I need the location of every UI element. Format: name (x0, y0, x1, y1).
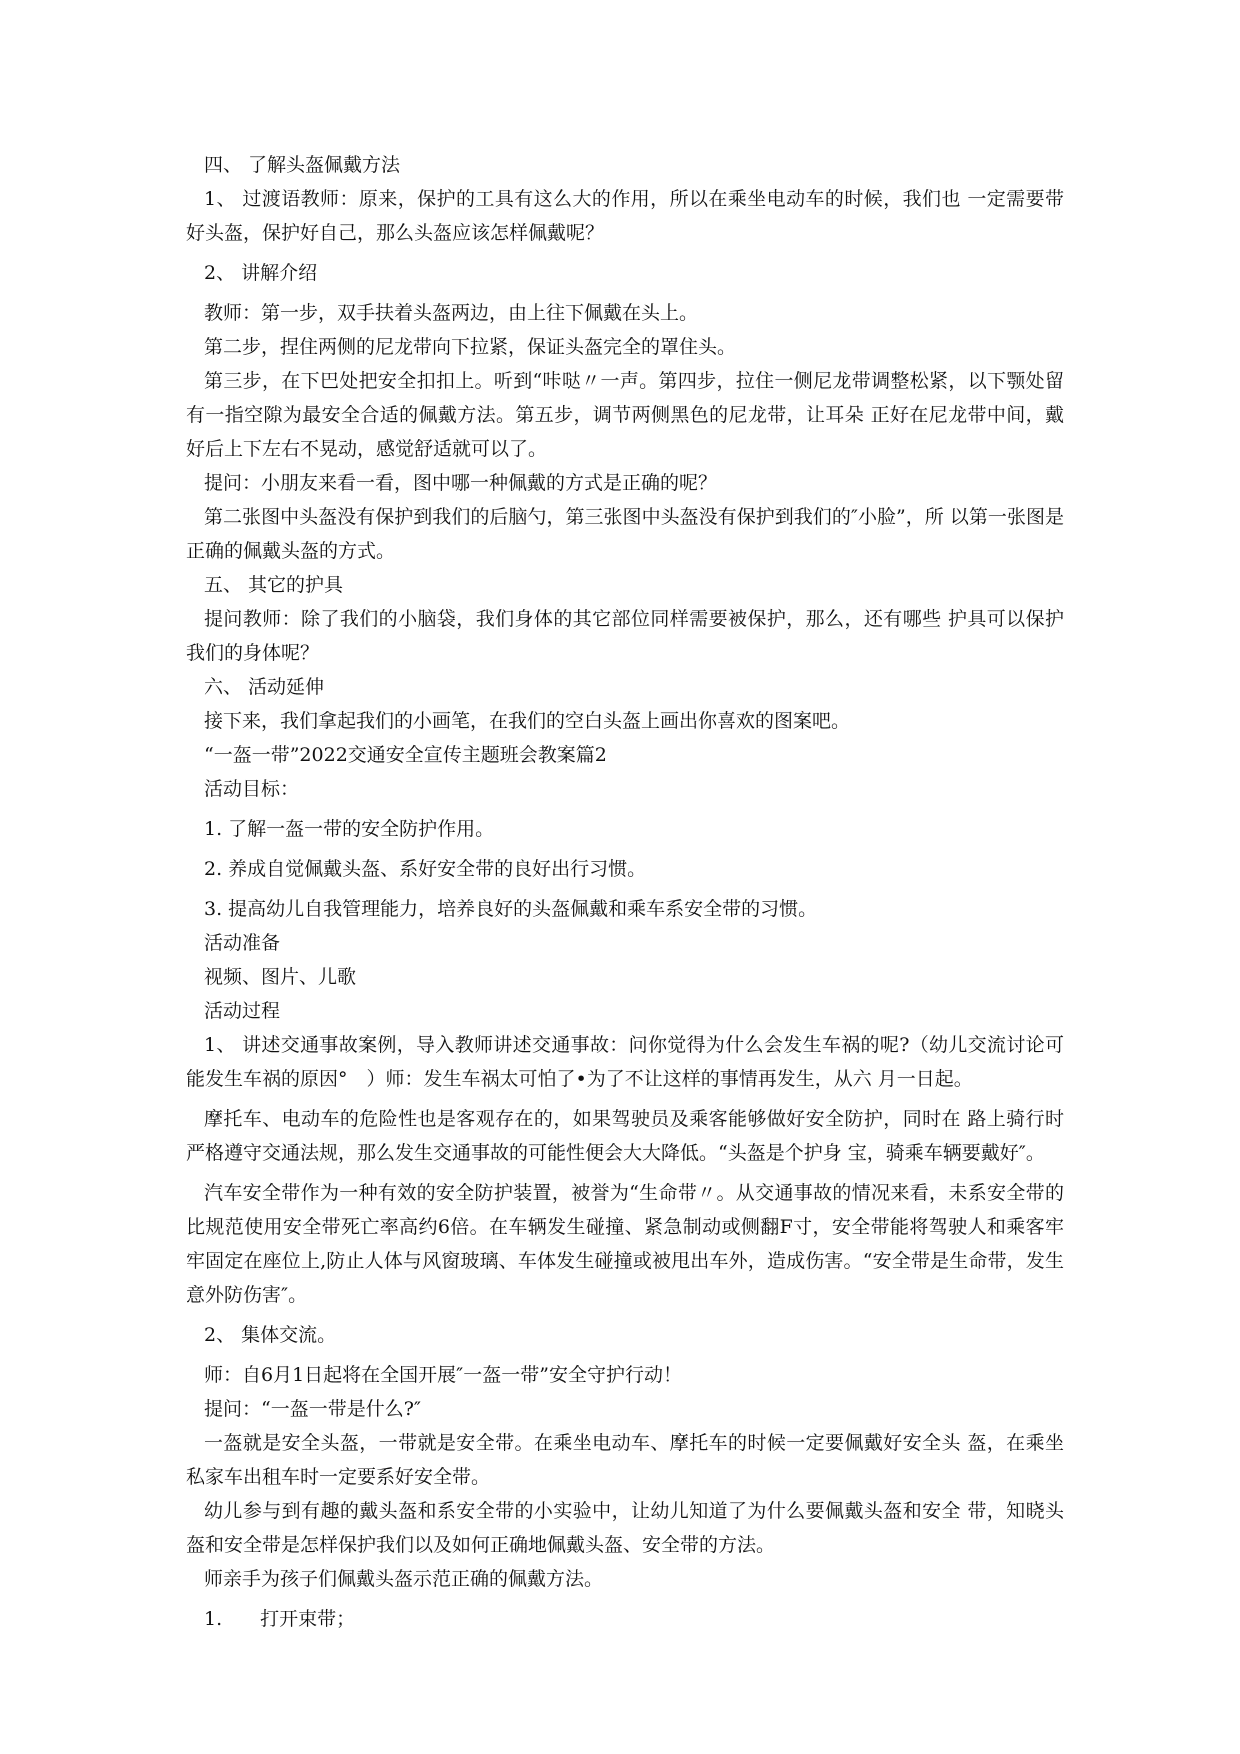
paragraph-transition: 1、 过渡语教师：原来，保护的工具有这么大的作用，所以在乘坐电动车的时候，我们也 一定需要带好头盔，保护好自己，那么头盔应该怎样佩戴呢？ (186, 188, 1064, 244)
paragraph-step-1: 教师：第一步，双手扶着头盔两边，由上往下佩戴在头上。 (204, 302, 699, 324)
process-heading: 活动过程 (204, 1000, 281, 1022)
paragraph-explain-heading: 2、 讲解介绍 (204, 262, 318, 284)
paragraph-extension: 接下来，我们拿起我们的小画笔，在我们的空白头盔上画出你喜欢的图案吧。 (204, 710, 851, 732)
paragraph-question: 提问：小朋友来看一看，图中哪一种佩戴的方式是正确的呢？ (204, 472, 718, 494)
goals-heading: 活动目标： (204, 778, 300, 800)
paragraph-seatbelt: 汽车安全带作为一种有效的安全防护装置，被誉为“生命带〃。从交通事故的情况来看，未系安全带的比规范使用安全带死亡率高约6倍。在车辆发生碰撞、紧急制动或侧翻F寸，安全带能将驾驶人和乘客牢牢固定在座位上,防止人体与风窗玻璃、车体发生碰撞或被甩出车外，造成伤害。“安全带是生命带，发生意外防伤害″。 (186, 1182, 1064, 1306)
paragraph-accident-case: 1、 讲述交通事故案例，导入教师讲述交通事故：问你觉得为什么会发生车祸的呢?（幼儿交流讨论可能发生车祸的原因° ）师：发生车祸太可怕了•为了不让这样的事情再发生，从六 月一日起。 (186, 1034, 1064, 1090)
paragraph-campaign: 师：自6月1日起将在全国开展″一盔一带”安全守护行动！ (204, 1364, 682, 1386)
step-item-open-strap: 1. 打开束带； (204, 1608, 356, 1630)
paragraph-other-gear: 提问教师：除了我们的小脑袋，我们身体的其它部位同样需要被保护，那么，还有哪些 护具可以保护我们的身体呢？ (186, 608, 1064, 664)
goal-item-2: 2. 养成自觉佩戴头盔、系好安全带的良好出行习惯。 (204, 858, 647, 880)
paragraph-group-discussion: 2、 集体交流。 (204, 1324, 337, 1346)
paragraph-definition: 一盔就是安全头盔，一带就是安全带。在乘坐电动车、摩托车的时候一定要佩戴好安全头 盔，在乘坐私家车出租车时一定要系好安全带。 (186, 1432, 1064, 1488)
goal-item-1: 1. 了解一盔一带的安全防护作用。 (204, 818, 495, 840)
preparation-heading: 活动准备 (204, 932, 281, 954)
paragraph-what-is: 提问：“一盔一带是什么?″ (204, 1398, 421, 1420)
document-body (186, 148, 1064, 1636)
paragraph-step-3-5: 第三步，在下巴处把安全扣扣上。听到“咔哒〃一声。第四步，拉住一侧尼龙带调整松紧，以下颚处留有一指空隙为最安全合适的佩戴方法。第五步，调节两侧黑色的尼龙带，让耳朵 正好在尼龙带中间，戴好后上下左右不晃动，感觉舒适就可以了。 (186, 370, 1064, 460)
lesson-title-2: “一盔一带”2022交通安全宣传主题班会教案篇2 (204, 744, 607, 766)
preparation-items: 视频、图片、儿歌 (204, 966, 357, 988)
section-heading-6: 六、 活动延伸 (204, 676, 325, 698)
paragraph-step-2: 第二步，捏住两侧的尼龙带向下拉紧，保证头盔完全的罩住头。 (204, 336, 737, 358)
paragraph-motorcycle-risk: 摩托车、电动车的危险性也是客观存在的，如果驾驶员及乘客能够做好安全防护，同时在 路上骑行时严格遵守交通法规，那么发生交通事故的可能性便会大大降低。“头盔是个护身 宝，骑乘车辆要戴好″。 (186, 1108, 1064, 1164)
goal-item-3: 3. 提高幼儿自我管理能力，培养良好的头盔佩戴和乘车系安全带的习惯。 (204, 898, 818, 920)
section-heading-5: 五、 其它的护具 (204, 574, 344, 596)
paragraph-answer: 第二张图中头盔没有保护到我们的后脑勺，第三张图中头盔没有保护到我们的″小脸”，所 以第一张图是正确的佩戴头盔的方式。 (186, 506, 1064, 562)
paragraph-demonstration: 师亲手为孩子们佩戴头盔示范正确的佩戴方法。 (204, 1568, 604, 1590)
section-heading-4: 四、 了解头盔佩戴方法 (204, 154, 401, 176)
paragraph-experiment: 幼儿参与到有趣的戴头盔和系安全带的小实验中，让幼儿知道了为什么要佩戴头盔和安全 带，知晓头盔和安全带是怎样保护我们以及如何正确地佩戴头盔、安全带的方法。 (186, 1500, 1064, 1556)
